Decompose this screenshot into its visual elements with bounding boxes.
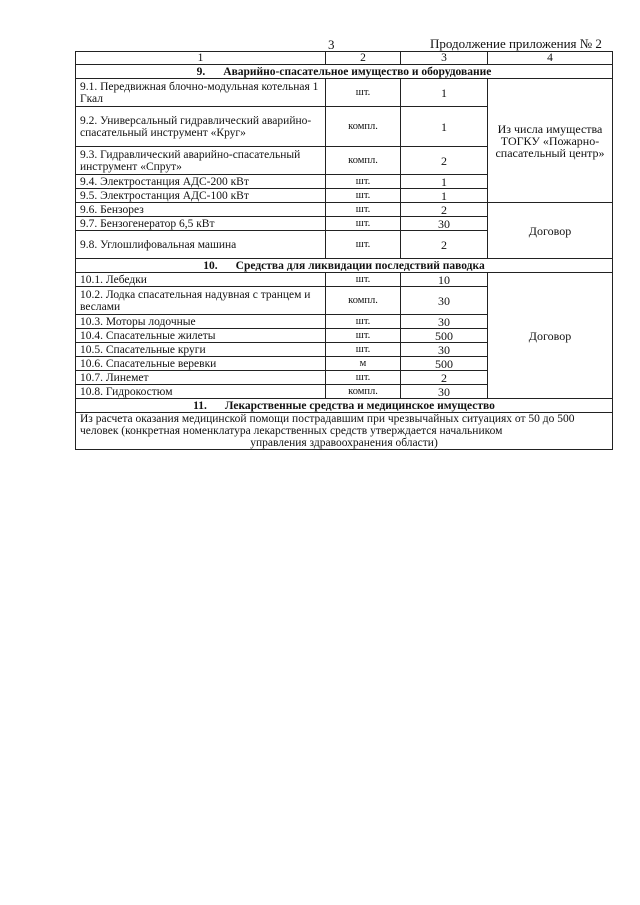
table-row [76,413,613,450]
item-name: 9.4. Электростанция АДС-200 кВт [76,175,326,189]
section-title: Средства для ликвидации последствий паводка [235,259,485,272]
column-number: 3 [401,52,488,65]
item-quantity: 10 [401,273,488,287]
item-quantity: 1 [401,107,488,147]
item-name: 10.6. Спасательные веревки [76,357,326,371]
item-quantity: 2 [401,231,488,259]
item-quantity: 1 [401,175,488,189]
item-quantity: 30 [401,343,488,357]
item-quantity: 1 [401,79,488,107]
section-header [76,399,613,413]
item-quantity: 1 [401,189,488,203]
item-quantity: 30 [401,315,488,329]
continuation-caption: Продолжение приложения № 2 [430,36,602,51]
item-name: 10.7. Линемет [76,371,326,385]
item-unit: шт. [326,203,401,217]
item-name: 10.4. Спасательные жилеты [76,329,326,343]
item-unit: шт. [326,371,401,385]
item-name: 10.1. Лебедки [76,273,326,287]
section-title-cell [76,399,613,413]
item-name: 9.1. Передвижная блочно-модульная котельная 1 Гкал [76,79,326,107]
section-title: Аварийно-спасательное имущество и оборудование [223,65,492,78]
item-name: 10.3. Моторы лодочные [76,315,326,329]
column-number: 4 [488,52,613,65]
item-name: 9.8. Углошлифовальная машина [76,231,326,259]
item-name: 10.8. Гидрокостюм [76,385,326,399]
item-name: 9.3. Гидравлический аварийно-спасательный инструмент «Спрут» [76,147,326,175]
item-quantity: 30 [401,385,488,399]
table-row [76,79,613,107]
equipment-table [75,51,613,450]
section-number: 10. [203,259,218,272]
item-unit: шт. [326,273,401,287]
section-title-cell [76,65,613,79]
section-description [76,413,613,450]
section-header [76,65,613,79]
source-cell: Договор [488,273,613,399]
section-text: Из расчета оказания медицинской помощи пострадавшим при чрезвычайных ситуациях от 50 до 500 человек (конкретная номенклатура лекарственных средств утверждается начальником [80,413,575,437]
section-title: Лекарственные средства и медицинское имущество [224,399,495,412]
section-number: 11. [193,399,207,412]
section-text-last-line: управления здравоохранения области) [250,437,438,449]
source-cell: Из числа имущества ТОГКУ «Пожарно-спасательный центр» [488,79,613,203]
section-title-cell [76,259,613,273]
item-unit: компл. [326,147,401,175]
item-unit: шт. [326,175,401,189]
item-unit: компл. [326,287,401,315]
item-quantity: 500 [401,357,488,371]
item-unit: компл. [326,385,401,399]
item-quantity: 2 [401,371,488,385]
item-quantity: 2 [401,203,488,217]
table-row [76,203,613,217]
item-unit: шт. [326,217,401,231]
item-quantity: 500 [401,329,488,343]
item-unit: шт. [326,343,401,357]
item-name: 10.5. Спасательные круги [76,343,326,357]
column-number: 2 [326,52,401,65]
item-unit: шт. [326,189,401,203]
item-name: 9.7. Бензогенератор 6,5 кВт [76,217,326,231]
item-unit: шт. [326,79,401,107]
column-number: 1 [76,52,326,65]
item-unit: компл. [326,107,401,147]
item-name: 9.2. Универсальный гидравлический аварийно- спасательный инструмент «Круг» [76,107,326,147]
item-unit: шт. [326,231,401,259]
source-cell: Договор [488,203,613,259]
section-number: 9. [196,65,206,78]
item-quantity: 30 [401,287,488,315]
item-name: 10.2. Лодка спасательная надувная с транцем и веслами [76,287,326,315]
section-header [76,259,613,273]
column-number-row [76,52,613,65]
item-unit: м [326,357,401,371]
item-quantity: 30 [401,217,488,231]
item-name: 9.5. Электростанция АДС-100 кВт [76,189,326,203]
item-quantity: 2 [401,147,488,175]
table-row [76,273,613,287]
item-unit: шт. [326,315,401,329]
item-name: 9.6. Бензорез [76,203,326,217]
page-number: 3 [328,37,335,52]
item-unit: шт. [326,329,401,343]
